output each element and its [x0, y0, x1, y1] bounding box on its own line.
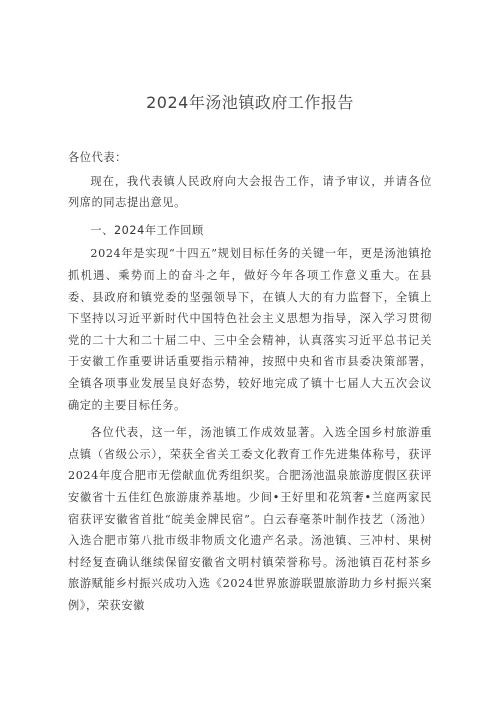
- body-paragraph-1: 2024年是实现“十四五”规划目标任务的关键一年，更是汤池镇抢抓机遇、乘势而上的奋斗之年，做好今年各项工作意义重大。在县委、县政府和镇党委的坚强领导下，在镇人大的有力监督下，全镇上下坚持以习近平新时代中国特色社会主义思想为指导，深入学习贯彻党的二十大和二十届二中、三中全会精神，认真落实习近平总书记关于安徽工作重要讲话重要指示精神，按照中央和省市县委决策部署，全镇各项事业发展呈良好态势，较好地完成了镇十七届人大五次会议确定的主要目标任务。: [68, 247, 432, 412]
- document-body: [68, 147, 432, 622]
- salutation: 各位代表：: [68, 151, 127, 164]
- section-heading: 一、2024年工作回顾: [90, 223, 204, 237]
- body-paragraph-2: 各位代表，这一年，汤池镇工作成效显著。入选全国乡村旅游重点镇（省级公示），荣获全省关工委文化教育工作先进集体称号，获评2024年度合肥市无偿献血优秀组织奖。合肥汤池温泉旅游度假区获评安徽省十五佳红色旅游康养基地。少间•王好里和花筑奢•兰庭两家民宿获评安徽省首批“皖美金牌民宿”。白云春毫茶叶制作技艺（汤池）入选合肥市第八批市级非物质文化遗产名录。汤池镇、三冲村、果树村经复查确认继续保留安徽省文明村镇荣誉称号。汤池镇百花村茶乡旅游赋能乡村振兴成功入选《2024世界旅游联盟旅游助力乡村振兴案例》，荣获安徽: [68, 426, 432, 612]
- page-title: 2024年汤池镇政府工作报告: [146, 93, 354, 112]
- intro-paragraph: 现在，我代表镇人民政府向大会报告工作，请予审议，并请各位列席的同志提出意见。: [68, 174, 432, 210]
